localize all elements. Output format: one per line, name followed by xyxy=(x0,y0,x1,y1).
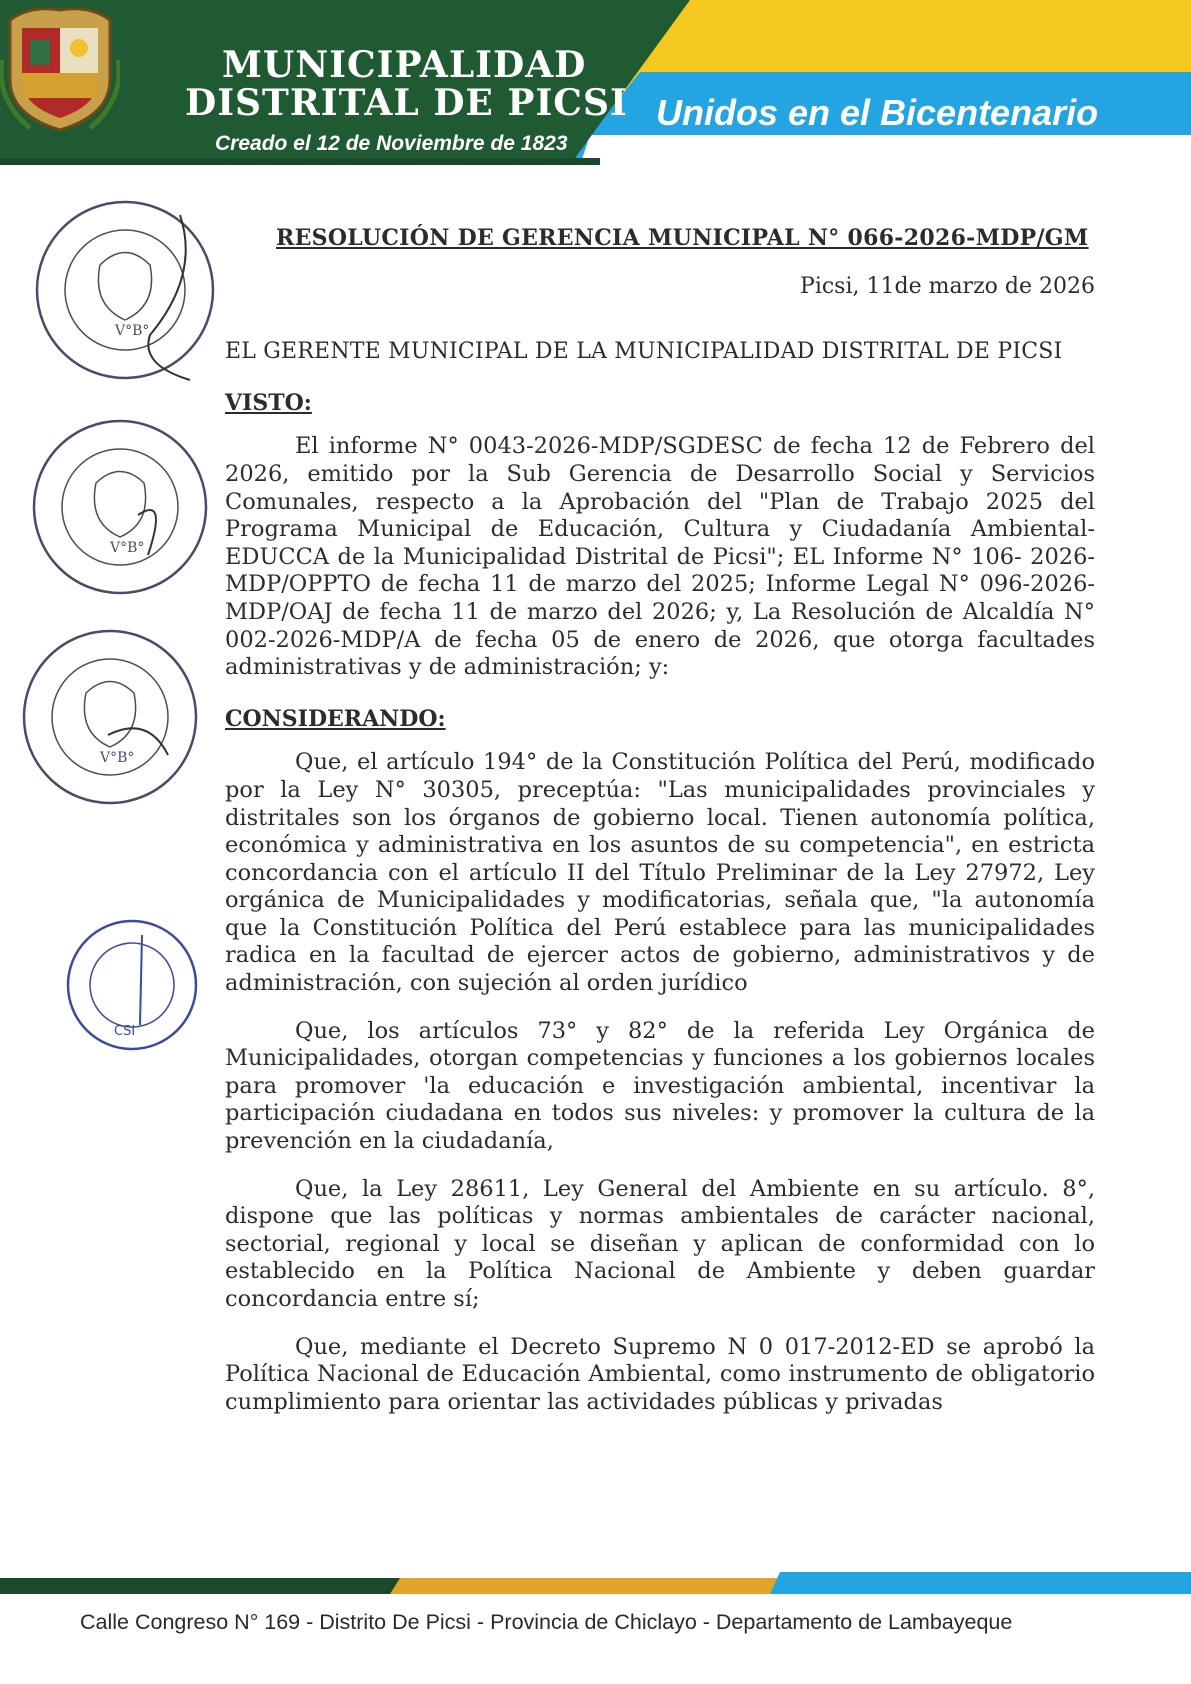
considerando-paragraph: Que, mediante el Decreto Supremo N 0 017-2012-ED se aprobó la Política Nacional de Educación Ambiental, como instrumento de obligatorio cumplimiento para orientar las actividades públicas y privadas xyxy=(225,1333,1095,1415)
document-body xyxy=(225,225,1095,1436)
svg-text:CSI: CSI xyxy=(114,1024,136,1039)
stamp-secretaria-general xyxy=(28,415,213,600)
letterhead xyxy=(0,0,1191,175)
footer-stripe xyxy=(0,1572,1191,1598)
svg-text:V°B°: V°B° xyxy=(115,323,150,339)
document-date: Picsi, 11de marzo de 2026 xyxy=(800,273,1095,299)
slogan: Unidos en el Bicentenario xyxy=(656,92,1099,133)
founding-date: Creado el 12 de Noviembre de 1823 xyxy=(215,132,568,155)
svg-text:V°B°: V°B° xyxy=(110,540,145,556)
stamp-gerencia-municipal xyxy=(30,195,220,385)
municipal-crest-icon xyxy=(0,0,120,140)
considerando-heading: CONSIDERANDO: xyxy=(225,705,446,732)
resolution-title: RESOLUCIÓN DE GERENCIA MUNICIPAL N° 066-2026-MDP/GM xyxy=(276,225,1089,251)
municipality-name-line1: MUNICIPALIDAD xyxy=(222,44,587,86)
considerando-paragraph: Que, el artículo 194° de la Constitución Política del Perú, modificado por la Ley N° 30305, preceptúa: "Las municipalidades provinciales y distritales son los órganos de gobierno local. Tienen autonomía política, económica y administrativa en los asuntos de su competencia", en estricta concordancia con el artículo II del Título Preliminar de la Ley 27972, Ley orgánica de Municipalidades y modificatorias, señala que, "la autonomía que la Constitución Política del Perú establece para las municipalidades radica en la facultad de ejercer actos de gobierno, administrativos y de administración, con sujeción al orden jurídico xyxy=(225,749,1095,997)
stamp-sub-gerencia xyxy=(62,915,202,1055)
addressee-line: EL GERENTE MUNICIPAL DE LA MUNICIPALIDAD DISTRITAL DE PICSI xyxy=(225,339,1063,365)
considerando-paragraph: Que, los artículos 73° y 82° de la referida Ley Orgánica de Municipalidades, otorgan competencias y funciones a los gobiernos locales para promover 'la educación e investigación ambiental, incentivar la participación ciudadana en todos sus niveles: y promover la cultura de la prevención en la ciudadanía, xyxy=(225,1017,1095,1155)
municipality-name-line2: DISTRITAL DE PICSI xyxy=(185,82,628,124)
stamp-asesoria-juridica xyxy=(18,625,203,810)
considerando-paragraph: Que, la Ley 28611, Ley General del Ambiente en su artículo. 8°, dispone que las políticas y normas ambientales de carácter nacional, sectorial, regional y local se diseñan y aplican de conformidad con lo establecido en la Política Nacional de Ambiente y deben guardar concordancia entre sí; xyxy=(225,1175,1095,1312)
visto-heading: VISTO: xyxy=(225,389,312,416)
visto-paragraph: El informe N° 0043-2026-MDP/SGDESC de fecha 12 de Febrero del 2026, emitido por la Sub Gerencia de Desarrollo Social y Servicios Comunales, respecto a la Aprobación del "Plan de Trabajo 2025 del Programa Municipal de Educación, Cultura y Ciudadanía Ambiental-EDUCCA de la Municipalidad Distrital de Picsi"; EL Informe N° 106- 2026-MDP/OPPTO de fecha 11 de marzo del 2025; Informe Legal N° 096-2026-MDP/OAJ de fecha 11 de marzo del 2026; y, La Resolución de Alcaldía N° 002-2026-MDP/A de fecha 05 de enero de 2026, que otorga facultades administrativas y de administración; y: xyxy=(225,433,1095,681)
svg-text:V°B°: V°B° xyxy=(100,750,135,766)
footer-address: Calle Congreso N° 169 - Distrito De Picsi - Provincia de Chiclayo - Departamento de Lambayeque xyxy=(80,1610,1013,1634)
